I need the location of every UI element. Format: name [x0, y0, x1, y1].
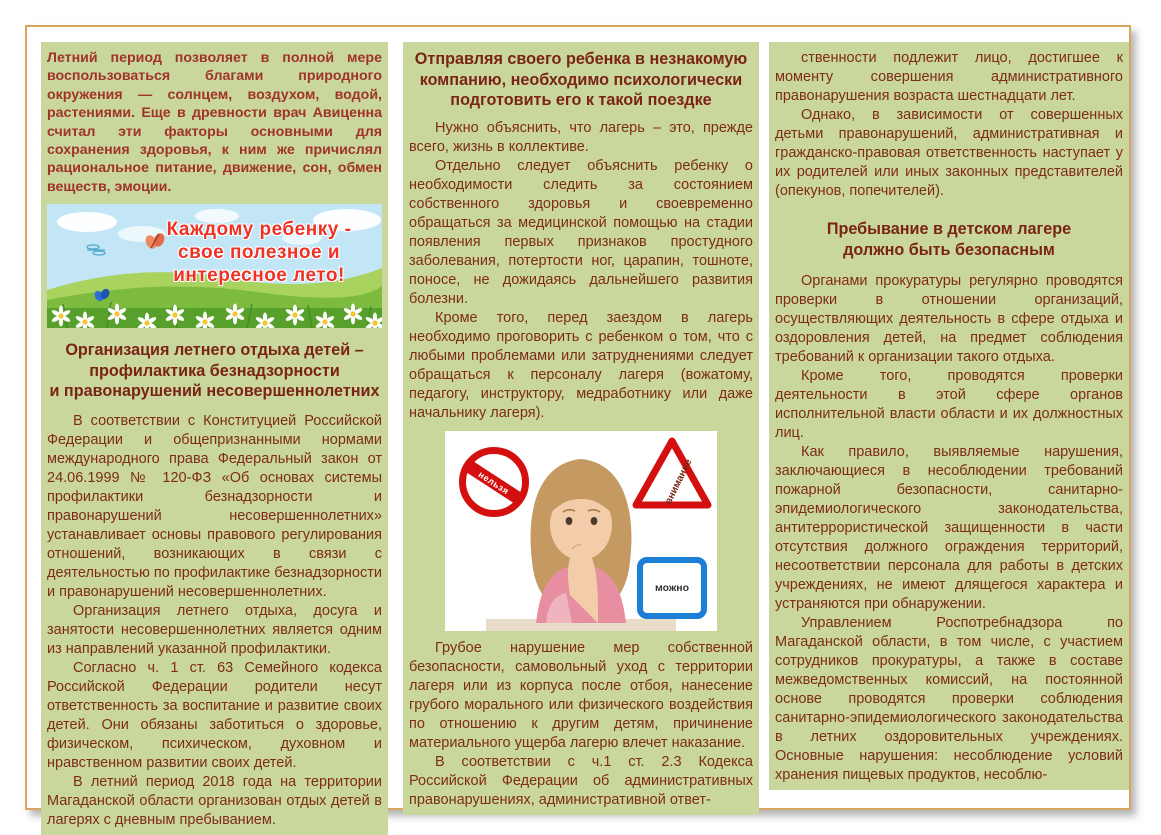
heading-line: Отправляя своего ребенка в незнакомую [414, 50, 748, 68]
forbidden-sign-icon [459, 447, 529, 517]
leaflet-page [25, 25, 1131, 828]
heading-line: Организация летнего отдыха детей – [65, 341, 364, 360]
paragraph: Кроме того, перед заездом в лагерь необходимо проговорить с ребенком о том, что с любыми проблемами или затруднениями следует обращаться к персоналу лагеря (вожатому, педагогу, инструктору, медработнику или даже начальнику лагеря). [409, 309, 753, 421]
section-heading-camp-safety [775, 219, 1123, 260]
paragraph: ственности подлежит лицо, достигшее к моменту совершения административного правонарушения возраста шестнадцати лет. [775, 50, 1123, 104]
heading-line: подготовить его к такой поездке [450, 91, 712, 109]
paragraph: Отдельно следует объяснить ребенку о необходимости следить за состоянием собственного здоровья и своевременно обращаться за медицинской помощью на стадии появления первых признаков простудного заболевания, потертости ног, царапин, тошноте, поносе, не дожидаясь дальнейшего развития болезни. [409, 157, 753, 307]
banner-slogan-line-3: интересное лето! [173, 265, 345, 287]
paragraph: В соответствии с ч.1 ст. 2.3 Кодекса Российской Федерации об административных правонарушениях, административной ответ- [409, 753, 753, 808]
column-middle [403, 42, 759, 815]
forbidden-sign-bar [462, 458, 526, 506]
forbidden-sign-label: нельзя [476, 468, 512, 496]
girl-photo [445, 431, 717, 631]
intro-paragraph: Летний период позволяет в полной мере воспользоваться благами природного окружения — солнцем, воздухом, водой, растениями. Еще в древности врач Авиценна считал эти факторы основными для сохранения здоровья, к ним же причислял рациональное питание, движение, сон, обмен веществ, эмоции. [47, 50, 382, 195]
allowed-sign-label: можно [654, 581, 690, 594]
allowed-sign-icon [637, 557, 707, 619]
section-heading-organization [47, 340, 382, 402]
column-left [41, 42, 388, 835]
attention-sign-icon [631, 435, 713, 511]
meadow-banner-image [47, 204, 382, 328]
attention-sign-label: внимание [663, 457, 695, 506]
heading-line: Пребывание в детском лагере [826, 220, 1072, 238]
heading-line: компанию, необходимо психологически [419, 70, 743, 89]
column-right [769, 42, 1129, 790]
banner-slogan-line-1: Каждому ребенку - [166, 219, 352, 241]
banner-slogan-line-2: свое полезное и [178, 242, 340, 264]
paragraph: Грубое нарушение мер собственной безопасности, самовольный уход с территории лагеря или из корпуса после отбоя, нанесение грубого морального или физического воздействия по отношению к другим детям, причинение материального ущерба лагерю влечет наказание. [409, 639, 753, 751]
paragraph: В соответствии с Конституцией Российской Федерации и общепризнанными нормами международного права Федеральный закон от 24.06.1999 № 120-ФЗ «Об основах системы профилактики безнадзорности и правонарушений несовершеннолетних» устанавливает основы правового регулирования отношений, возникающих в связи с деятельностью по профилактике безнадзорности и правонарушений несовершеннолетних. [47, 412, 382, 600]
banner-slogan [140, 218, 378, 287]
paragraph: Согласно ч. 1 ст. 63 Семейного кодекса Российской Федерации родители несут ответственность за воспитание и развитие своих детей. Они обязаны заботиться о здоровье, физическом, психическом, духовном и нравственном развитии своих детей. [47, 659, 382, 771]
paragraph: Организация летнего отдыха, досуга и занятости несовершеннолетних является одним из направлений указанной профилактики. [47, 602, 382, 657]
heading-line: и правонарушений несовершеннолетних [49, 382, 380, 401]
paragraph: Органами прокуратуры регулярно проводятся проверки в отношении организаций, осуществляющих деятельность в сфере отдыха и оздоровления детей, на предмет соблюдения требований к организации такого отдыха. [775, 273, 1123, 365]
heading-line: профилактика безнадзорности [89, 361, 340, 380]
paragraph: В летний период 2018 года на территории Магаданской области организован отдых детей в лагерях с дневным пребыванием. [47, 773, 382, 828]
paragraph: Кроме того, проводятся проверки деятельности в этой сфере органов исполнительной власти области и их должностных лиц. [775, 368, 1123, 441]
heading-line: должно быть безопасным [843, 240, 1055, 259]
paragraph: Нужно объяснить, что лагерь – это, прежде всего, жизнь в коллективе. [409, 119, 753, 155]
paragraph: Управлением Роспотребнадзора по Магаданской области, в том числе, с участием сотрудников прокуратуры, а также в составе межведомственных комиссий, на постоянной основе проводятся проверки соблюдения санитарно-эпидемиологического законодательства в летних оздоровительных учреждениях. Основные нарушения: несоблюдение условий хранения пищевых продуктов, несоблю- [775, 615, 1123, 783]
paragraph: Однако, в зависимости от совершенных детьми правонарушений, административная и гражданско-правовая ответственность наступает у их родителей или иных законных представителей (опекунов, попечителей). [775, 107, 1123, 199]
section-heading-preparing-child [409, 49, 753, 111]
paragraph: Как правило, выявляемые нарушения, заключающиеся в несоблюдении требований пожарной безопасности, санитарно-эпидемиологического законодательства, антитеррористической защищенности в части отсутствия должного ограждения территорий, несоответствии персонала для работы в детских учреждениях, не имеют длящегося характера и устраняются при обнаружении. [775, 444, 1123, 612]
